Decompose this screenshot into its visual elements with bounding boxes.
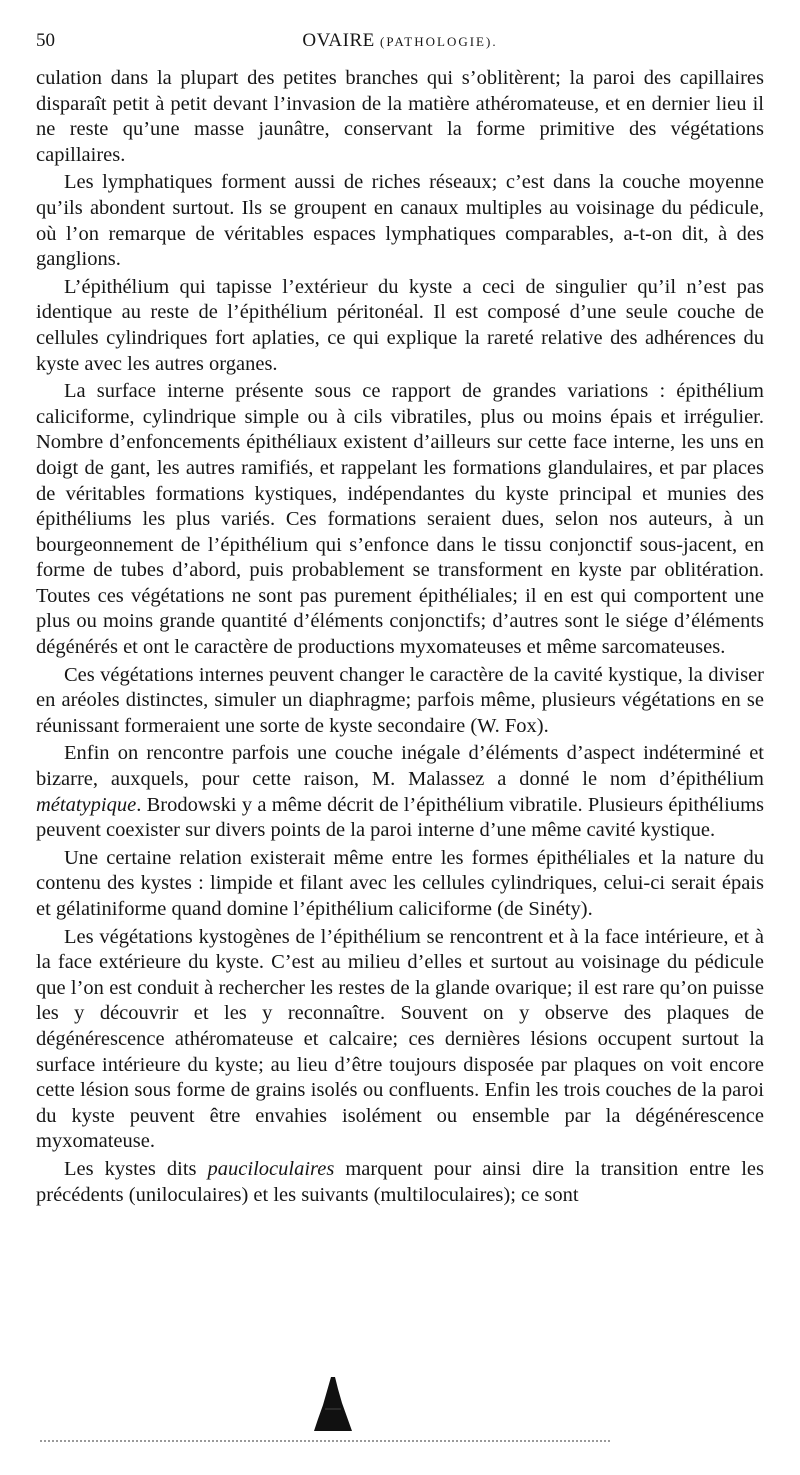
page (36, 26, 764, 1208)
body-text (36, 66, 764, 1208)
italic-term-metatypique: métatypique (36, 793, 137, 816)
running-title (36, 30, 764, 52)
paragraph-2: Les lymphatiques forment aussi de riches réseaux; c’est dans la couche moyenne qu’ils abondent surtout. Ils se groupent en canaux multiples au voisinage du pédicule, où l’on remarque de véritables espaces lymphatiques comparables, a-t-on dit, à des ganglions. (36, 171, 764, 271)
paragraph-6 (36, 741, 764, 843)
paragraph-1: culation dans la plupart des petites branches qui s’oblitèrent; la paroi des capillaires disparaît petit à petit devant l’invasion de la matière athéromateuse, et en dernier lieu il ne reste qu’une masse jaunâtre, conservant la forme primitive des végétations capillaires. (36, 67, 764, 166)
page-number: 50 (36, 30, 55, 51)
printer-ornament-icon (311, 1375, 355, 1433)
footer-rule (40, 1440, 610, 1442)
paragraph-9-before: Les kystes dits (64, 1157, 208, 1180)
running-header (36, 26, 764, 66)
italic-term-pauciloculaires: pauciloculaires (207, 1157, 335, 1180)
running-title-main: OVAIRE (302, 30, 375, 51)
paragraph-8: Les végétations kystogènes de l’épithélium se rencontrent et à la face intérieure, et à la face extérieure du kyste. C’est au milieu d’elles et surtout au voisinage du pédicule que l’on est conduit à rechercher les restes de la glande ovarique; il est rare qu’on puisse les y découvrir et les y reconnaître. Souvent on y observe des plaques de dégénérescence athéromateuse et calcaire; ces dernières lésions occupent surtout la surface intérieure du kyste; au lieu d’être toujours disposée par plaques on voit encore cette lésion sous forme de grains isolés ou confluents. Enfin les trois couches de la paroi du kyste peuvent être envahies isolément ou ensemble par la dégénérescence myxomateuse. (36, 925, 764, 1153)
paragraph-7: Une certaine relation existerait même entre les formes épithéliales et la nature du contenu des kystes : limpide et filant avec les cellules cylindriques, celui-ci serait épais et gélatiniforme quand domine l’épithélium caliciforme (de Sinéty). (36, 846, 764, 920)
paragraph-9 (36, 1157, 764, 1208)
paragraph-6-before: Enfin on rencontre parfois une couche inégale d’éléments d’aspect indéterminé et bizarre, auxquels, pour cette raison, M. Malassez a donné le nom d’épithélium (36, 742, 764, 791)
paragraph-9-after: marquent pour ainsi dire la transition entre les précédents (uniloculaires) et les suivants (multiloculaires); ce sont (36, 1157, 765, 1206)
running-title-sub: (PATHOLOGIE). (379, 34, 498, 49)
paragraph-5: Ces végétations internes peuvent changer le caractère de la cavité kystique, la diviser en aréoles distinctes, simuler un diaphragme; parfois même, plusieurs végétations en se réunissant formeraient une sorte de kyste secondaire (W. Fox). (36, 663, 764, 737)
paragraph-6-after: . Brodowski y a même décrit de l’épithélium vibratile. Plusieurs épithéliums peuvent coexister sur divers points de la paroi interne d’une même cavité kystique. (36, 793, 764, 842)
paragraph-4: La surface interne présente sous ce rapport de grandes variations : épithélium caliciforme, cylindrique simple ou à cils vibratiles, plus ou moins épais et irrégulier. Nombre d’enfoncements épithéliaux existent d’ailleurs sur cette face interne, les uns en doigt de gant, les autres ramifiés, et rappelant les formations glandulaires, et par places de véritables formations kystiques, indépendantes du kyste principal et munies des épithéliums les plus variés. Ces formations seraient dues, selon nos auteurs, à un bourgeonnement de l’épithélium qui s’enfonce dans le tissu conjonctif sous-jacent, en forme de tubes d’abord, puis probablement se transforment en kyste par oblitération. Toutes ces végétations ne sont pas purement épithéliales; il en est qui comportent une plus ou moins grande quantité d’éléments conjonctifs; d’autres sont le siége d’éléments dégénérés et ont le caractère de productions myxomateuses et même sarcomateuses. (36, 380, 764, 659)
paragraph-3: L’épithélium qui tapisse l’extérieur du kyste a ceci de singulier qu’il n’est pas identique au reste de l’épithélium péritonéal. Il est composé d’une seule couche de cellules cylindriques fort aplaties, ce qui explique la rareté relative des adhérences du kyste avec les autres organes. (36, 275, 764, 375)
